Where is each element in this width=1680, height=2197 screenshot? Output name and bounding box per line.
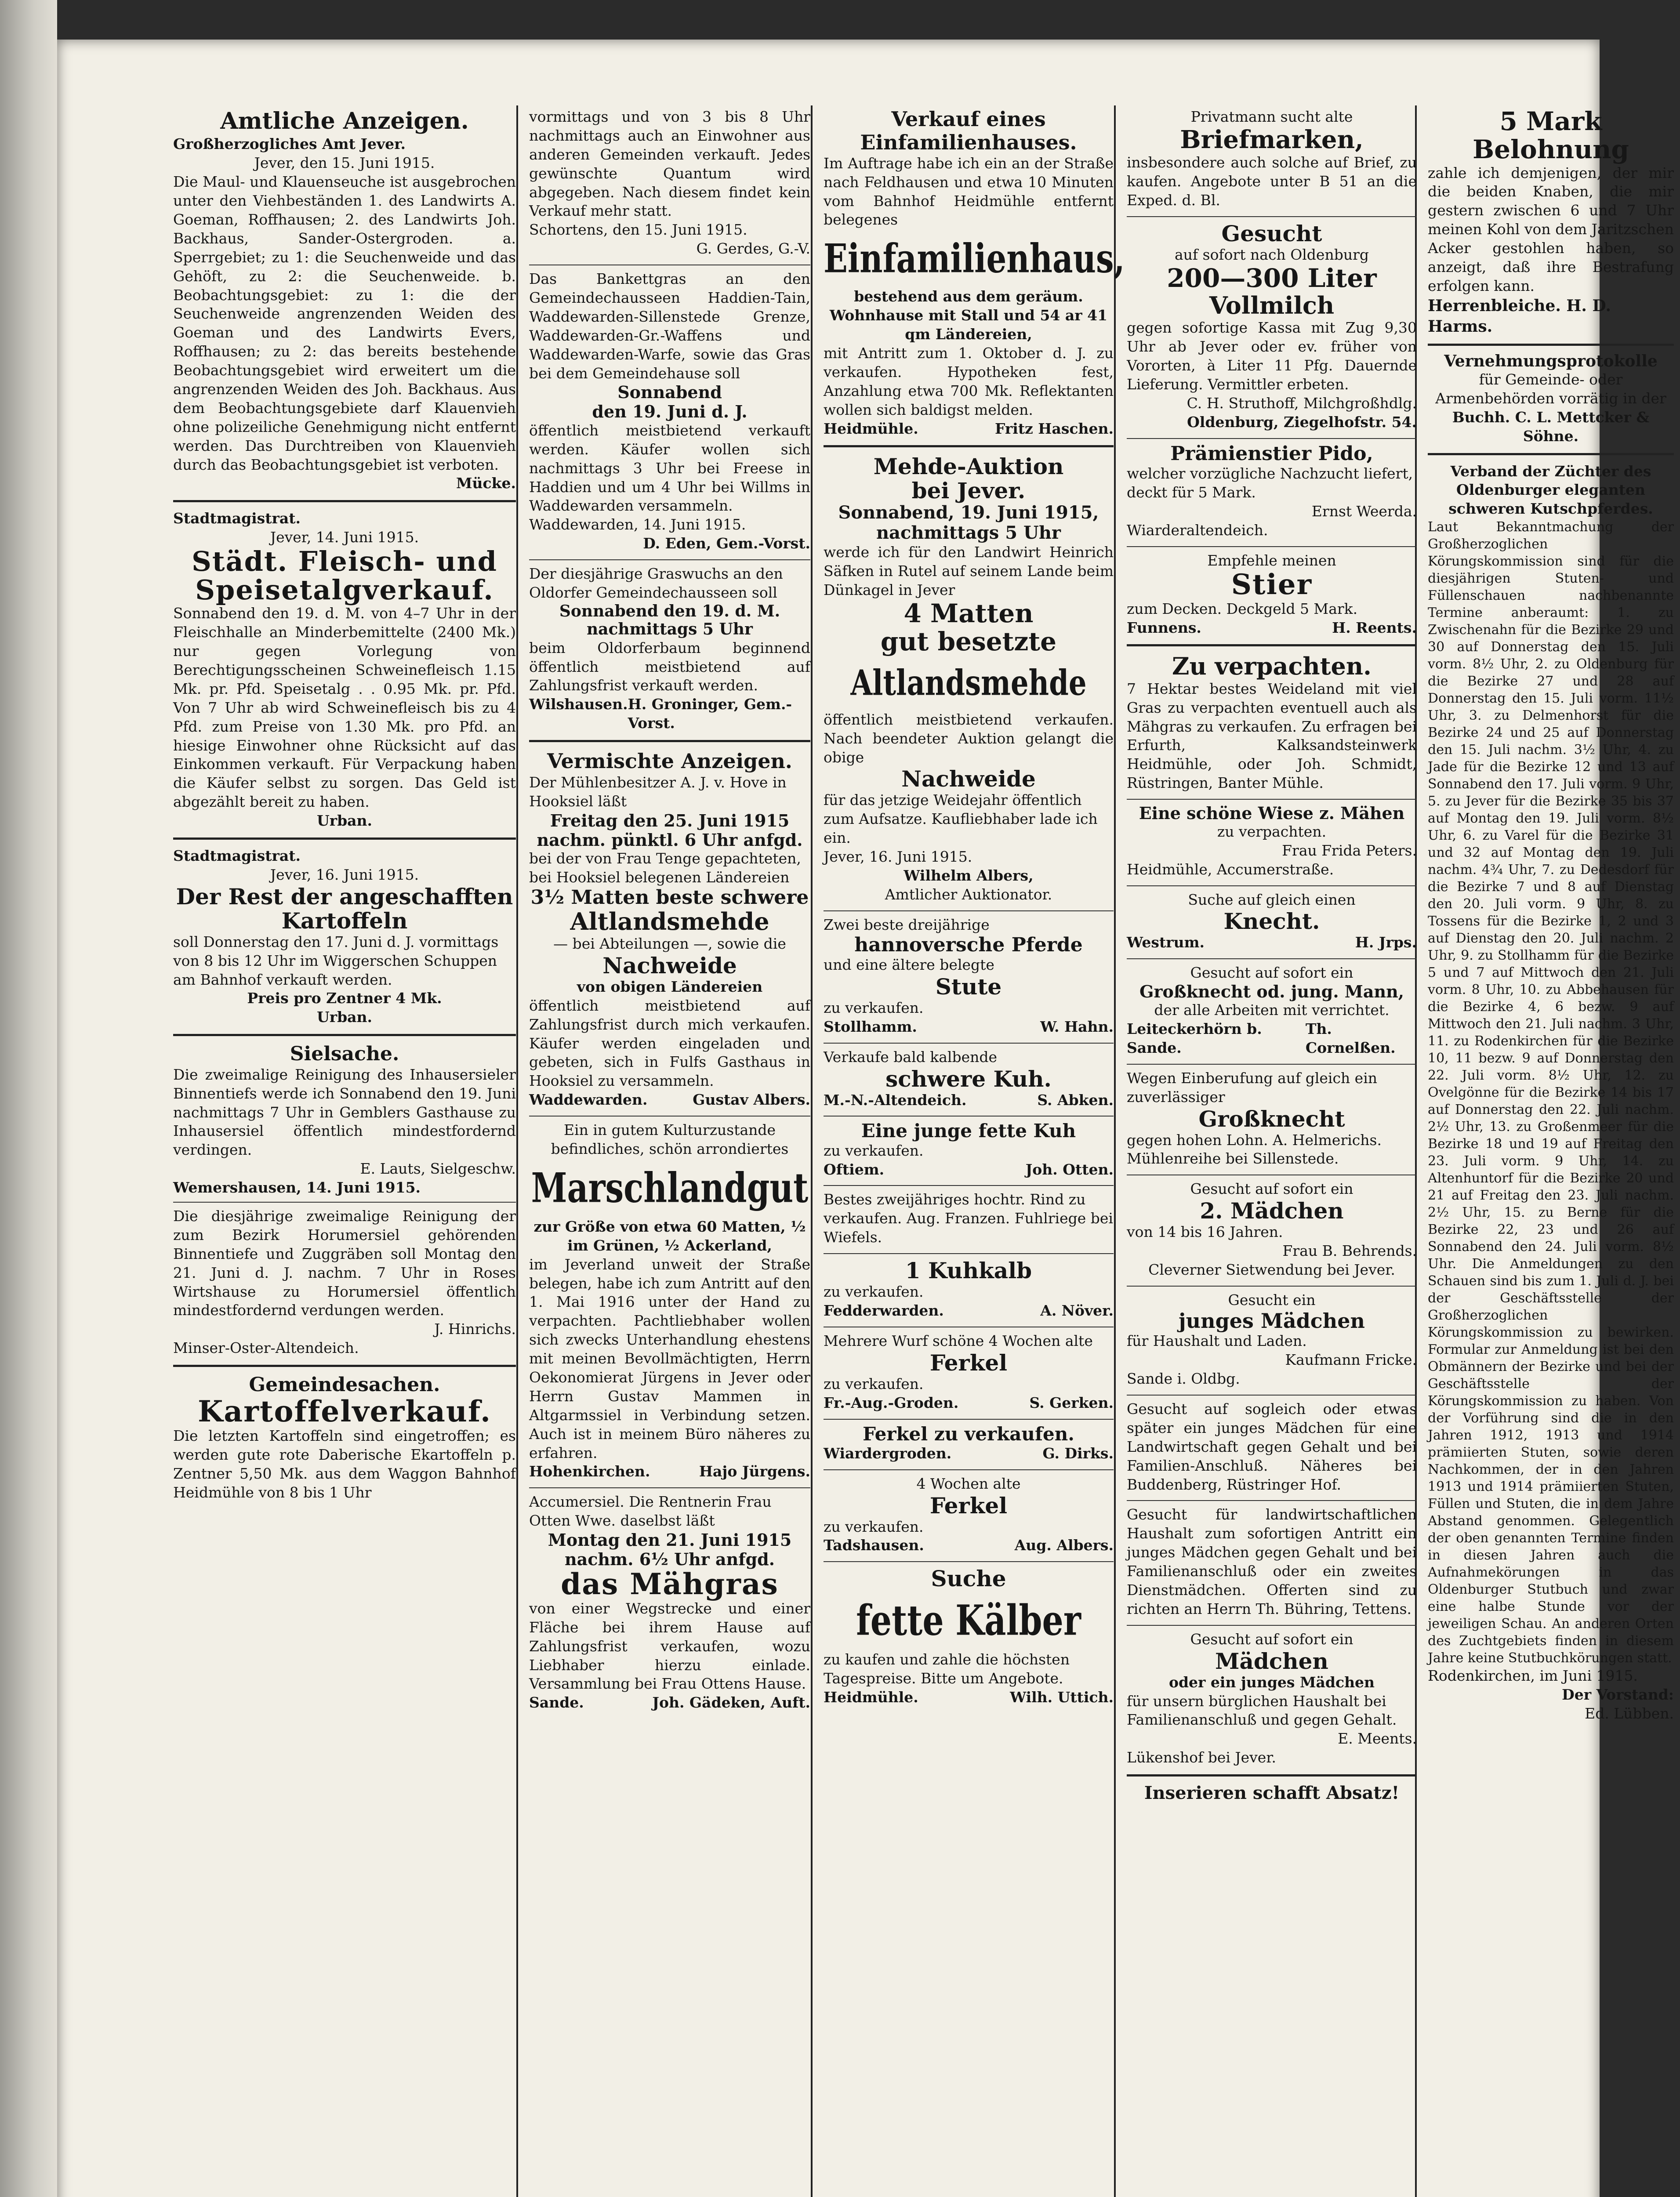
notice-title: Stadtmagistrat.: [173, 510, 301, 527]
notice-head: bestehend aus dem geräum. Wohnhause mit Stall und 54 ar 41 qm Ländereien,: [829, 288, 1108, 343]
notice-body: Gesucht auf sogleich oder etwas später ein junges Mädchen für eine Landwirtschaft gegen Gehalt und bei Familien-Anschluß. Näheres bei Buddenberg, Rüstringer Hof.: [1127, 1400, 1417, 1493]
notice-sign: Leiteckerhörn b. Sande. Th. Cornelßen.: [1127, 1020, 1396, 1056]
notice-sign-place: Minser-Oster-Altendeich.: [173, 1339, 359, 1357]
notice-kaelber: [824, 1566, 1114, 1707]
column-2: [523, 108, 816, 2197]
notice-title: Stadtmagistrat.: [173, 847, 301, 864]
notice-headline: 5 Mark: [1499, 106, 1602, 136]
divider: [1127, 216, 1417, 217]
notice-date: Waddewarden, 14. Juni 1915.: [529, 516, 746, 533]
notice-headline: Mädchen: [1215, 1648, 1328, 1674]
notice-body: zum Decken. Deckgeld 5 Mark.: [1127, 600, 1358, 617]
column-5: [1422, 108, 1680, 2197]
slogan: Inserieren schafft Absatz!: [1144, 1783, 1400, 1804]
notice-title: bei Jever.: [911, 478, 1026, 504]
notice-headline: Großknecht: [1198, 1106, 1345, 1132]
notice-sign: M.-N.-Altendeich. S. Abken.: [824, 1091, 1114, 1109]
notice-bankettgras: [529, 270, 810, 553]
notice-sign: Ernst Weerda.: [1311, 502, 1417, 520]
notice-knecht: [1127, 891, 1417, 953]
notice-body: Die letzten Kartoffeln sind eingetroffen; es werden gute rote Daberische Ekartoffeln p. Zentner 5,50 Mk. aus dem Waggon Bahnhof Heidmühle von 8 bis 1 Uhr: [173, 1427, 516, 1501]
notice-sign: E. Lauts, Sielgeschw.: [360, 1160, 516, 1178]
notice-body: mit Antritt zum 1. Oktober d. J. zu verkaufen. Hypotheken fest, Anzahlung etwa 700 Mk. Reflektanten wollen sich baldigst melden.: [824, 344, 1114, 418]
notice-body: gegen sofortige Kassa mit Zug 9,30 Uhr ab Jever oder ev. früher von Vororten, à Liter 11 Pfg. Dauernde Lieferung. Vermittler erbeten.: [1127, 319, 1417, 393]
notice-headline: Eine schöne Wiese z. Mähen: [1139, 803, 1405, 823]
notice-sign: Heidmühle, Accumerstraße.: [1127, 860, 1334, 878]
notice-sign: Waddewarden. Gustav Albers.: [529, 1091, 810, 1109]
column-4: [1121, 108, 1423, 2197]
notice-headline: Knecht.: [1223, 908, 1320, 935]
divider: [1127, 1774, 1417, 1776]
notice-headline: 1 Kuhkalb: [905, 1258, 1032, 1284]
notice-headline: das Mähgras: [561, 1566, 779, 1601]
notice-body: Zwei beste dreijährige: [824, 916, 990, 933]
notice-title: Mehde-Auktion: [873, 453, 1064, 480]
notice-body: für Gemeinde- oder Armenbehörden vorrätig in der: [1435, 371, 1666, 407]
notice-headline: Altlandsmehde: [850, 662, 1087, 703]
divider: [824, 1185, 1114, 1186]
notice-date: Jever, den 15. Juni 1915.: [254, 154, 435, 172]
divider: [1127, 1286, 1417, 1287]
notice-body: zahle ich demjenigen, der mir die beiden Knaben, die mir gestern zwischen 6 und 7 Uhr meinen Kohl von dem Jaritzschen Acker gestohlen haben, so anzeigt, daß ihre Bestrafung erfolgen kann.: [1428, 164, 1674, 294]
notice-sign: Stollhamm. W. Hahn.: [824, 1018, 1114, 1035]
notice-headline: 4 Matten: [903, 598, 1034, 629]
notice-kuh: [824, 1048, 1114, 1110]
notice-praemienstier: [1127, 443, 1417, 540]
notice-price: Preis pro Zentner 4 Mk.: [247, 990, 442, 1007]
notice-sign: Oftiem. Joh. Otten.: [824, 1160, 1114, 1178]
notice-body: gegen hohen Lohn. A. Helmerichs. Mühlenreihe bei Sillenstede.: [1127, 1131, 1382, 1167]
divider: [173, 1202, 516, 1203]
notice-title: Verband der Züchter des Oldenburger eleganten schweren Kutschpferdes.: [1448, 462, 1653, 518]
notice-body: für unsern bürglichen Haushalt bei Familienanschluß und gegen Gehalt.: [1127, 1692, 1397, 1729]
notice-hove: [529, 749, 810, 1109]
divider: [173, 1034, 516, 1036]
notice-amt-jever: [173, 135, 516, 493]
notice-sign: Amtlicher Auktionator.: [885, 885, 1052, 903]
notice-headline: fette Kälber: [856, 1596, 1081, 1645]
notice-body: öffentlich meistbietend verkauft werden. Käufer wollen sich nachmittags 3 Uhr bei Freese in Haddien und um 4 Uhr bei Willms in Waddewarden versammeln.: [529, 421, 810, 515]
notice-sign: Wilhelm Albers,: [903, 866, 1034, 884]
notice-sign: J. Hinrichs.: [434, 1320, 516, 1338]
notice-body: Wegen Einberufung auf gleich ein zuverlässiger: [1127, 1069, 1378, 1106]
notice-stier: [1127, 551, 1417, 638]
notice-body: für das jetzige Weidejahr öffentlich zum Aufsatze. Kaufliebhaber lade ich ein.: [824, 791, 1098, 847]
notice-body: Sonnabend den 19. d. M. von 4–7 Uhr in der Fleischhalle an Minderbemittelte (2400 Mk.) nur gegen Vorlegung von Berechtigungsscheinen Schweinefleisch 1.15 Mk. pr. Pfd. Speisetalg . . 0.95 Mk. pr. Pfd. Von 7 Uhr ab wird Schweinefleisch bis zu 4 Pfd. zum Preise von 1.30 Mk. pro Pfd. an hiesige Einwohner ohne Rücksicht auf das Einkommen verkauft. Für Verpackung haben die Käufer selbst zu sorgen. Das Geld ist abgezählt bereit zu haben.: [173, 605, 516, 811]
notice-headline: 200—300 Liter: [1167, 263, 1377, 294]
notice-sign: Frau B. Behrends.: [1282, 1242, 1417, 1260]
notice-head: Montag den 21. Juni 1915 nachm. 6½ Uhr anfgd.: [548, 1530, 792, 1569]
notice-sign: Tadshausen. Aug. Albers.: [824, 1537, 1114, 1554]
notice-body: zu verkaufen.: [824, 1283, 924, 1301]
notice-headline: Speisetalgverkauf.: [195, 574, 494, 606]
notice-kuhkalb: [824, 1258, 1114, 1320]
notice-body: Mehrere Wurf schöne 4 Wochen alte: [824, 1332, 1093, 1349]
notice-head: Sonnabend, 19. Juni 1915, nachmittags 5 Uhr: [838, 502, 1099, 544]
notice-sign: Ed. Lübben.: [1585, 1705, 1674, 1722]
notice-headline: gut besetzte: [880, 626, 1057, 656]
notice-title: Verkauf eines Einfamilienhauses.: [860, 107, 1077, 154]
notice-headline: schwere Kuh.: [885, 1066, 1052, 1092]
notice-headline: Vollmilch: [1209, 291, 1335, 319]
notice-zuechterverband: [1428, 462, 1674, 1723]
divider: [824, 1419, 1114, 1420]
notice-headline: Altlandsmehde: [570, 907, 769, 935]
notice-headline: Stier: [1231, 568, 1313, 602]
notice-sign: Heidmühle. Fritz Haschen.: [824, 420, 1114, 437]
notice-grossknecht-2: [1127, 1069, 1417, 1169]
notice-sign: Der Vorstand:: [1562, 1686, 1674, 1704]
notice-headline: Ferkel zu verkaufen.: [863, 1423, 1074, 1445]
notice-body: auf sofort nach Oldenburg: [1175, 246, 1369, 264]
notice-einfamilienhaus: [824, 107, 1125, 438]
notice-body: soll Donnerstag den 17. Juni d. J. vormittags von 8 bis 12 Uhr im Wiggerschen Schuppen am Bahnhof verkauft werden.: [173, 933, 499, 988]
notice-date: Rodenkirchen, im Juni 1915.: [1428, 1667, 1638, 1685]
divider: [529, 1116, 810, 1117]
notice-headline: Eine junge fette Kuh: [861, 1120, 1076, 1142]
notice-marschlandgut: [529, 1121, 810, 1481]
notice-belohnung: [1428, 108, 1674, 337]
section-heading: Amtliche Anzeigen.: [220, 108, 469, 134]
notice-body: Accumersiel. Die Rentnerin Frau Otten Wwe. daselbst läßt: [529, 1493, 772, 1530]
notice-2-maedchen: [1127, 1180, 1417, 1280]
column-3: [817, 107, 1125, 2197]
divider: [1428, 344, 1674, 346]
notice-body: 4 Wochen alte: [916, 1475, 1021, 1492]
notice-maehgras: [529, 1493, 810, 1712]
notice-body: insbesondere auch solche auf Brief, zu kaufen. Angebote unter B 51 an die Exped. d. Bl.: [1127, 154, 1417, 209]
notice-body: 7 Hektar bestes Weideland mit viel Gras zu verpachten eventuell auch als Mähgras zu verkaufen. Zu erfragen bei Erfurth, Kalksandsteinwerk Heidmühle, oder Joh. Schmidt, Rüstringen, Banter Mühle.: [1127, 680, 1417, 792]
notice-schortens: [529, 108, 810, 258]
notice-mehde-auktion: [824, 454, 1114, 904]
notice-body: zu verpachten.: [1217, 823, 1327, 840]
notice-body: — bei Abteilungen —, sowie die: [553, 935, 786, 952]
notice-body: Gesucht auf sofort ein: [1190, 964, 1353, 982]
column-1: [167, 108, 522, 2197]
divider: [529, 740, 810, 742]
divider: [824, 1043, 1114, 1044]
notice-sign: Wilshausen. H. Groninger, Gem.-Vorst.: [529, 696, 792, 732]
notice-body: zu kaufen und zahle die höchsten Tagespreise. Bitte um Angebote.: [824, 1651, 1070, 1687]
notice-body: Der Mühlenbesitzer A. J. v. Hove in Hooksiel läßt: [529, 774, 787, 810]
notice-body: zu verkaufen.: [824, 999, 924, 1016]
notice-sign: Lükenshof bei Jever.: [1127, 1749, 1276, 1766]
notice-body: Die zweimalige Reinigung des Inhausersieler Binnentiefs werde ich Sonnabend den 19. Juni nachmittags 7 Uhr in Gemblers Gasthause zu Inhausersiel öffentlich mindestfordernd verdingen.: [173, 1066, 516, 1159]
notice-body: Verkaufe bald kalbende: [824, 1048, 998, 1066]
notice-junges-maedchen: [1127, 1291, 1417, 1389]
notice-fette-kuh: [824, 1121, 1114, 1179]
divider: [824, 910, 1114, 911]
notice-body: von einer Wegstrecke und einer Fläche bei ihrem Hause auf Zahlungsfrist verkaufen, wozu Liebhaber hierzu einlade. Versammlung bei Frau Ottens Hause.: [529, 1599, 810, 1693]
divider: [824, 1469, 1114, 1470]
divider: [1127, 958, 1417, 959]
notice-sign: Oldenburg, Ziegelhofstr. 54.: [1187, 413, 1417, 431]
notice-body: öffentlich meistbietend verkaufen. Nach beendeter Auktion gelangt die obige: [824, 711, 1114, 766]
notice-sign: Urban.: [316, 1008, 373, 1026]
notice-headline: Nachweide: [901, 766, 1036, 792]
notice-body: der alle Arbeiten mit verrichtet.: [1154, 1001, 1390, 1019]
notice-body: für Haushalt und Laden.: [1127, 1332, 1307, 1350]
notice-body: Suche auf gleich einen: [1188, 891, 1356, 908]
notice-sign: G. Gerdes, G.-V.: [696, 240, 810, 257]
notice-body: und eine ältere belegte: [824, 956, 994, 974]
notice-head: Sonnabend: [617, 382, 722, 402]
notice-maedchen-haushalt: [1127, 1505, 1417, 1618]
notice-headline: Zu verpachten.: [1172, 652, 1372, 681]
notice-headline: Briefmarken,: [1180, 125, 1364, 154]
notice-headline: junges Mädchen: [1179, 1309, 1365, 1333]
notice-grossknecht-1: [1127, 964, 1417, 1057]
divider: [1127, 885, 1417, 886]
divider: [1127, 1500, 1417, 1501]
notice-headline: hannoversche Pferde: [854, 933, 1083, 956]
notice-headline: Prämienstier Pido,: [1170, 442, 1373, 465]
notice-sign: Herrenbleiche. H. D. Harms.: [1428, 296, 1611, 336]
notice-pferde: [824, 916, 1114, 1037]
notice-headline: Vernehmungsprotokolle: [1444, 352, 1658, 371]
notice-head: den 19. Juni d. J.: [592, 402, 747, 422]
notice-head: zur Größe von etwa 60 Matten, ½ im Grünen, ½ Ackerland,: [533, 1218, 806, 1254]
divider: [1127, 1625, 1417, 1626]
notice-zu-verpachten: [1127, 653, 1417, 793]
notice-sign: C. H. Struthoff, Milchgroßhdlg.: [1187, 394, 1417, 412]
notice-body: Gesucht auf sofort ein: [1190, 1630, 1353, 1648]
notice-headline: Nachweide: [602, 952, 737, 979]
notice-sign: D. Eden, Gem.-Vorst.: [643, 535, 810, 552]
notice-body: vormittags und von 3 bis 8 Uhr nachmittags auch an Einwohner aus anderen Gemeinden verkauft. Jedes gewünschte Quantum wird abgegeben. Nach diesem findet kein Verkauf mehr statt.: [529, 108, 810, 220]
divider: [824, 1561, 1114, 1562]
notice-sign: Urban.: [316, 812, 373, 830]
notice-headline: Einfamilienhaus,: [824, 235, 1125, 282]
notice-body: Das Bankettgras an den Gemeindechausseen Haddien-Tain, Waddewarden-Sillenstede Grenze, Waddewarden-Gr.-Waffens und Waddewarden-Warfe, sowie das Gras bei dem Gemeindehause soll: [529, 270, 810, 382]
notice-ferkel-3: [824, 1475, 1114, 1555]
notice-body: von 14 bis 16 Jahren.: [1127, 1223, 1283, 1241]
notice-body: Ein in gutem Kulturzustande befindliches, schön arrondiertes: [551, 1121, 789, 1158]
notice-headline: Großknecht od. jung. Mann,: [1139, 982, 1404, 1002]
notice-body: Laut Bekanntmachung der Großherzoglichen Körungskommission sind für die diesjährigen Stuten- und Füllenschauen nachbenannte Termine anberaumt: 1. zu Zwischenahn für die Bezirke 29 und 30 auf Donnerstag den 15. Juli vorm. 8½ Uhr, 2. zu Oldenburg für die Bezirke 27 und 28 auf Donnerstag den 15. Juli vorm. 11½ Uhr, 3. zu Delmenhorst für die Bezirke 24 und 25 auf Donnerstag den 15. Juli nachm. 3½ Uhr, 4. zu Jade für die Bezirke 12 und 13 auf Sonnabend den 17. Juli vorm. 9 Uhr, 5. zu Jever für die Bezirke 35 bis 37 auf Montag den 19. Juli vorm. 8½ Uhr, 6. zu Varel für die Bezirke 31 und 32 auf Montag den 19. Juli nachm. 4¾ Uhr, 7. zu Dedesdorf für die Bezirke 7 und 8 auf Dienstag den 20. Juli vorm. 9 Uhr, 8. zu Tossens für die Bezirke 1, 2 und 3 auf Dienstag den 20. Juli nachm. 2 Uhr, 9. zu Stollhamm für die Bezirke 5 und 7 auf Mittwoch den 21. Juli vorm. 8 Uhr, 10. zu Abbehausen für die Bezirke 4, 6 bezw. 9 auf Mittwoch den 21. Juli nachm. 3 Uhr, 11. zu Rodenkirchen für die Bezirke 10, 11 bezw. 9 auf Donnerstag den 22. Juli vorm. 8½ Uhr, 12. zu Ovelgönne für die Bezirke 14 bis 17 auf Donnerstag den 22. Juli nachm. 2½ Uhr, 13. zu Großenmeer für die Bezirke 18 und 19 auf Freitag den 23. Juli vorm. 9 Uhr, 14. zu Altenhuntorf für die Bezirke 20 und 21 auf Freitag den 23. Juli nachm. 2½ Uhr, 15. zu Berne für die Bezirke 22, 23 und 26 auf Sonnabend den 24. Juli vorm. 8½ Uhr. Die Anmeldungen zu den Schauen sind bis zum 1. Juli d. J. bei der Geschäftsstelle der Großherzoglichen Körungskommission zu bewirken. Formular zur Anmeldung ist bei den Obmännern der Bezirke und bei der Geschäftsstelle der Körungskommission zu haben. Von der Vorführung sind die in den Jahren 1912, 1913 und 1914 prämiierten Stuten, sowie deren Nachkommen, der in den Jahren 1913 und 1914 prämiierten Stuten, Füllen und Stuten, die in dem Jahre Abstand genommen. Gelegentlich der oben genannten Termine finden in diesen Jahren auch die Aufnahmekörungen in das Oldenburger Stutbuch und zwar eine halbe Stunde vor der jeweiligen Schau. An anderen Orten des Zuchtgebiets finden in diesem Jahre keine Stutbuchkörungen statt.: [1428, 519, 1674, 1666]
notice-headline: Städt. Fleisch- und: [192, 545, 497, 578]
notice-title: Sielsache.: [290, 1043, 399, 1066]
notice-date: Jever, 16. Juni 1915.: [824, 848, 972, 866]
book-binding: [0, 0, 57, 2197]
notice-headline: Marschlandgut: [531, 1164, 809, 1212]
notice-body: Im Auftrage habe ich ein an der Straße nach Feldhausen und etwa 10 Minuten vom Bahnhof Heidmühle entfernt belegenes: [824, 154, 1114, 228]
notice-briefmarken: [1127, 108, 1417, 210]
section-heading: Vermischte Anzeigen.: [547, 749, 792, 773]
divider: [173, 1365, 516, 1367]
notice-sign: Sande. Joh. Gädeken, Auft.: [529, 1694, 810, 1711]
notice-body: zu verkaufen.: [824, 1375, 924, 1392]
notice-head: Sonnabend den 19. d. M. nachmittags 5 Uhr: [559, 602, 780, 639]
notice-body: werde ich für den Landwirt Heinrich Säfken in Rutel auf seinem Lande beim Dünkagel in Jever: [824, 544, 1114, 599]
divider: [824, 1253, 1114, 1254]
notice-body: welcher vorzügliche Nachzucht liefert, deckt für 5 Mark.: [1127, 464, 1413, 501]
notice-body: Gesucht für landwirtschaftlichen Haushalt zum sofortigen Antritt ein junges Mädchen gegen Gehalt und bei Familienanschluß oder ein zweites Dienstmädchen. Offerten sind zu richten an Herrn Th. Bühring, Tettens.: [1127, 1506, 1417, 1617]
notice-vernehmungsprotokolle: [1428, 353, 1674, 446]
notice-headline: Belohnung: [1473, 134, 1629, 164]
divider: [824, 445, 1114, 447]
notice-sign: Cleverner Sietwendung bei Jever.: [1148, 1261, 1395, 1278]
notice-head: Freitag den 25. Juni 1915 nachm. pünktl. 6 Uhr anfgd.: [537, 811, 803, 850]
notice-body: bei der von Frau Tenge gepachteten, bei Hooksiel belegenen Ländereien: [529, 850, 801, 886]
notice-date: Schortens, den 15. Juni 1915.: [529, 221, 747, 239]
notice-gemeindesachen: [173, 1374, 516, 1502]
notice-headline: Kartoffeln: [281, 907, 408, 934]
divider: [1127, 438, 1417, 439]
divider: [1127, 1395, 1417, 1396]
notice-body: Die Maul- und Klauenseuche ist ausgebrochen unter den Viehbeständen 1. des Landwirts A. Goeman, Roffhausen; 2. des Landwirts Joh. Backhaus, Sander-Ostergroden. a. Sperrgebiet; zu 1: die Seuchenweide und das Gehöft, zu 2: die Seuchenweide. b. Beobachtungsgebiet: zu 1: die der Seuchenweide angrenzenden Weiden des Goeman und des Landwirts Evers, Roffhausen; zu 2: das bereits bestehende Beobachtungsgebiet wird erweitert um die angrenzenden Weiden des Joh. Backhaus. Aus dem Beobachtungsgebiete darf Klauenvieh ohne polizeiliche Genehmigung nicht entfernt werden. Das Durchtreiben von Klauenvieh durch das Beobachtungsgebiet ist verboten.: [173, 173, 516, 473]
newspaper-page: [57, 40, 1674, 2197]
notice-graswuchs: [529, 565, 810, 733]
divider: [1127, 799, 1417, 800]
notice-body: Der diesjährige Graswuchs an den Oldorfer Gemeindechausseen soll: [529, 565, 783, 601]
notice-ferkel-1: [824, 1332, 1114, 1413]
notice-sign: Buchh. C. L. Mettcker & Söhne.: [1452, 408, 1650, 445]
notice-head: oder ein junges Mädchen: [1168, 1673, 1375, 1691]
notice-body: zu verkaufen.: [824, 1518, 924, 1535]
notice-vollmilch: [1127, 221, 1417, 431]
notice-headline: Gesucht: [1221, 221, 1322, 247]
notice-body: Die diesjährige zweimalige Reinigung der zum Bezirk Horumersiel gehörenden Binnentiefe und Zuggräben soll Montag den 21. Juni d. J. nachm. 7 Uhr in Roses Wirtshause zu Horumersiel öffentlich mindestfordernd verdungen werden.: [173, 1207, 516, 1319]
notice-body: Gesucht auf sofort ein: [1190, 1180, 1353, 1198]
notice-stadtmagistrat-2: [173, 847, 516, 1027]
notice-sign: Mücke.: [456, 475, 516, 492]
divider: [1127, 546, 1417, 547]
notice-headline: Kartoffelverkauf.: [198, 1394, 491, 1428]
divider: [824, 1116, 1114, 1117]
notice-date: Jever, 14. Juni 1915.: [270, 529, 419, 546]
divider: [1127, 644, 1417, 646]
notice-sign: Hohenkirchen. Hajo Jürgens.: [529, 1463, 810, 1480]
notice-sign: Wiarderaltendeich.: [1127, 521, 1268, 539]
notice-headline: Stute: [935, 973, 1002, 1000]
notice-title: Gemeindesachen.: [249, 1374, 440, 1396]
notice-sign: Funnens. H. Reents.: [1127, 619, 1417, 636]
notice-maedchen-luekenshof: [1127, 1630, 1417, 1767]
notice-sign: Westrum. H. Jrps.: [1127, 934, 1417, 951]
notice-sign: Kaufmann Fricke.: [1285, 1351, 1417, 1369]
notice-sign: Frau Frida Peters.: [1282, 841, 1417, 859]
divider: [529, 1487, 810, 1488]
notice-title: Großherzogliches Amt Jever.: [173, 135, 406, 153]
notice-headline: Suche: [931, 1566, 1006, 1592]
divider: [529, 559, 810, 560]
notice-sielsache: [173, 1043, 516, 1358]
notice-body: im Jeverland unweit der Straße belegen, habe ich zum Antritt auf den 1. Mai 1916 unter der Hand zu verpachten. Pachtliebhaber wollen sich zwecks Unterhandlung ehestens mit meinen Bevollmächtigten, Herrn Oekonomierat Jürgens in Jever oder Herrn Gustav Mammen in Altgarmssiel in Verbindung setzen. Auch ist in meinem Büro näheres zu erfahren.: [529, 1255, 810, 1461]
notice-body: Privatmann sucht alte: [1190, 108, 1353, 125]
notice-headline: 2. Mädchen: [1200, 1198, 1344, 1224]
notice-date: Wemershausen, 14. Juni 1915.: [173, 1179, 421, 1196]
notice-rind: [824, 1190, 1114, 1247]
notice-headline: Ferkel: [929, 1492, 1008, 1519]
notice-maedchen-landwirtschaft: [1127, 1400, 1417, 1494]
notice-body: Gesucht ein: [1228, 1291, 1316, 1309]
notice-body: Bestes zweijähriges hochtr. Rind zu verkaufen. Aug. Franzen. Fuhlriege bei Wiefels.: [824, 1191, 1113, 1246]
divider: [1127, 1064, 1417, 1065]
divider: [173, 500, 516, 502]
notice-headline: Ferkel: [929, 1349, 1008, 1376]
notice-headline: Der Rest der angeschafften: [176, 883, 513, 910]
notice-ferkel-2: [824, 1424, 1114, 1463]
notice-sign: Heidmühle. Wilh. Uttich.: [824, 1689, 1114, 1706]
notice-body: öffentlich meistbietend auf Zahlungsfrist durch mich verkaufen. Käufer werden eingeladen und gebeten, sich in Fulfs Gasthaus in Hooksiel zu versammeln.: [529, 997, 810, 1090]
notice-sign: Fr.-Aug.-Groden. S. Gerken.: [824, 1394, 1114, 1411]
notice-sign: Fedderwarden. A. Növer.: [824, 1302, 1114, 1320]
notice-stadtmagistrat-1: [173, 509, 516, 830]
divider: [173, 837, 516, 840]
notice-body: beim Oldorferbaum beginnend öffentlich meistbietend auf Zahlungsfrist verkauft werden.: [529, 639, 810, 694]
notice-sign: Sande i. Oldbg.: [1127, 1370, 1240, 1388]
notice-date: Jever, 16. Juni 1915.: [270, 866, 419, 883]
divider: [1428, 453, 1674, 455]
notice-body: zu verkaufen.: [824, 1142, 924, 1159]
notice-sign: E. Meents.: [1338, 1730, 1417, 1747]
notice-wiese: [1127, 804, 1417, 879]
notice-head: von obigen Ländereien: [577, 978, 763, 995]
notice-sign: Wiardergroden. G. Dirks.: [824, 1444, 1114, 1462]
notice-headline: 3½ Matten beste schwere: [530, 886, 809, 909]
notice-body: Empfehle meinen: [1207, 551, 1336, 569]
